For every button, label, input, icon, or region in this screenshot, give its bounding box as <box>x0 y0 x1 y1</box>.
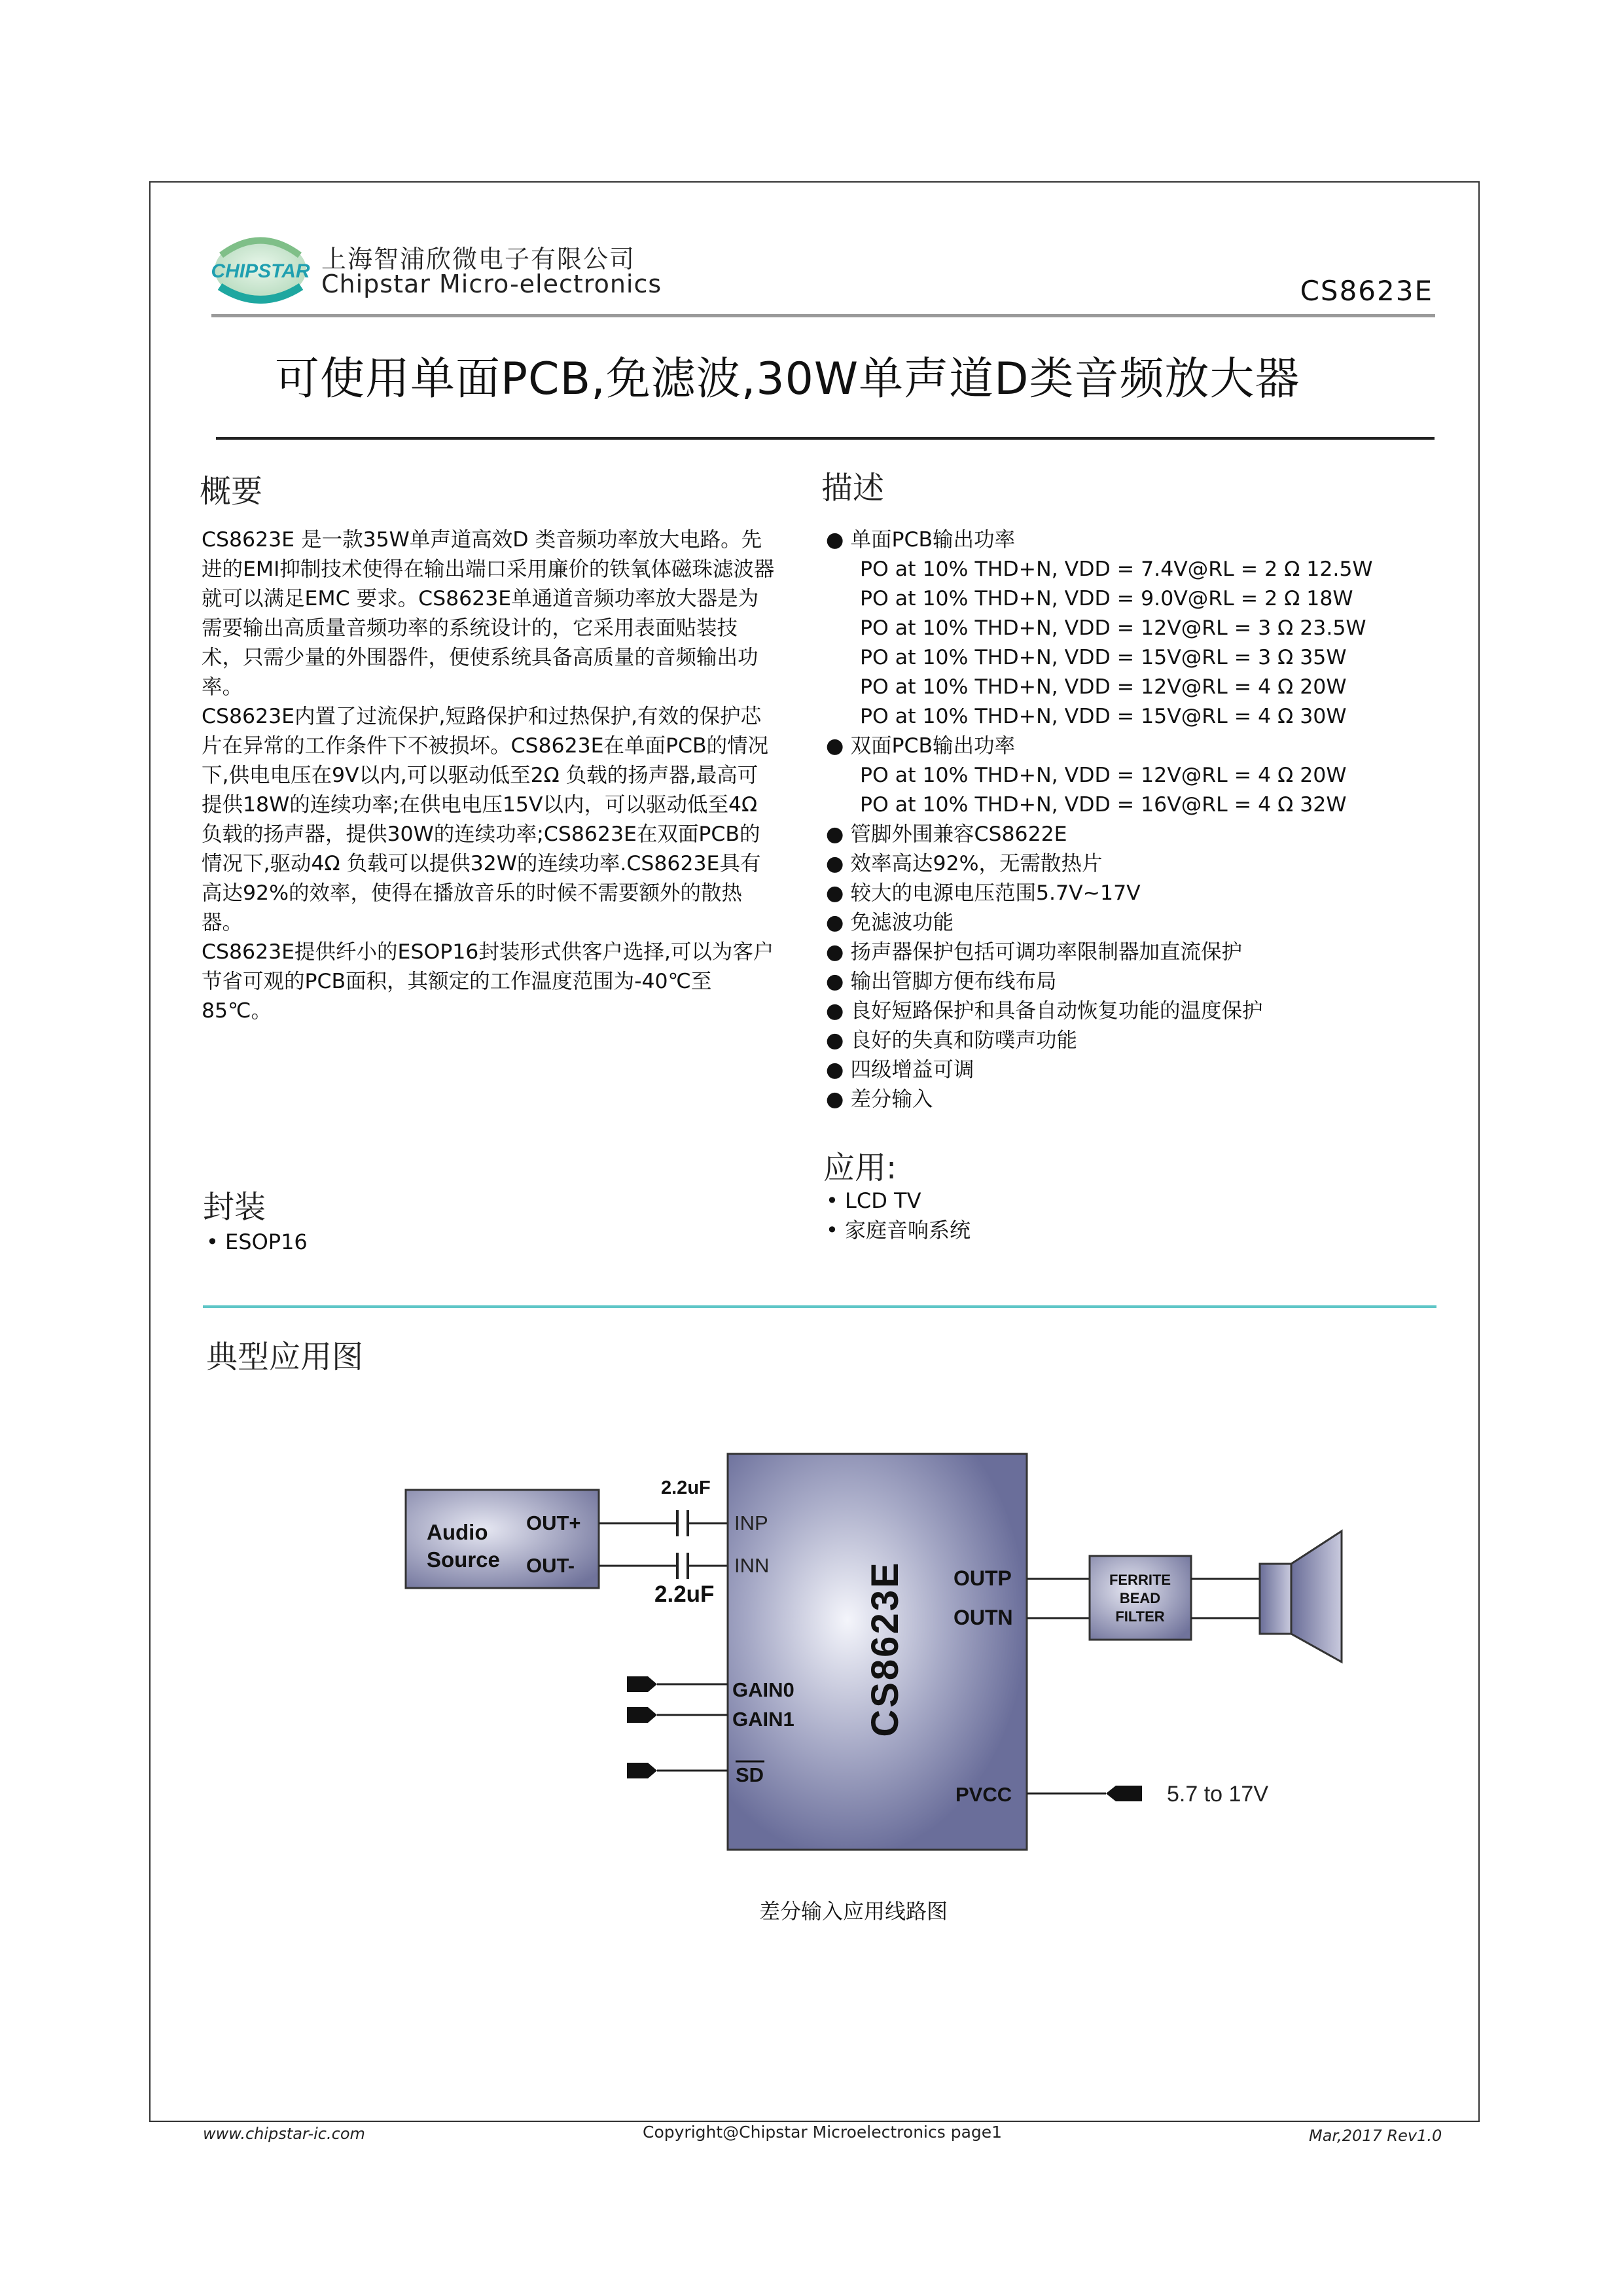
feature-item: ● 差分输入 <box>826 1087 933 1111</box>
title-divider <box>216 437 1435 440</box>
company-name-cn: 上海智浦欣微电子有限公司 <box>321 245 636 274</box>
pin-gain1-label: GAIN1 <box>732 1708 794 1731</box>
typical-application-circuit <box>393 1426 1361 1865</box>
header-part-number: CS8623E <box>1300 275 1433 307</box>
feature-item: ● 单面PCB输出功率 <box>826 528 1016 552</box>
package-list <box>206 1227 308 1257</box>
feature-item: ● 效率高达92%，无需散热片 <box>826 852 1103 875</box>
feature-item: ● 扬声器保护包括可调功率限制器加直流保护 <box>826 940 1243 964</box>
footer-copyright: Copyright@Chipstar Microelectronics page1 <box>643 2123 1003 2142</box>
feature-subitem: PO at 10% THD+N, VDD = 9.0V@RL = 2 Ω 18W <box>860 587 1353 610</box>
overview-paragraph: CS8623E提供纤小的ESOP16封装形式供客户选择,可以为客户节省可观的PCB面积，其额定的工作温度范围为-40℃至85℃。 <box>202 940 774 1023</box>
sd-input-arrow <box>627 1763 728 1778</box>
page-title: 可使用单面PCB,免滤波,30W单声道D类音频放大器 <box>275 353 1300 405</box>
feature-item: ● 管脚外围兼容CS8622E <box>826 822 1067 846</box>
feature-item: ● 双面PCB输出功率 <box>826 734 1016 758</box>
package-heading: 封装 <box>203 1189 266 1226</box>
overview-heading: 概要 <box>200 473 263 510</box>
applications-list <box>826 1186 971 1245</box>
pin-gain0-label: GAIN0 <box>732 1678 794 1701</box>
overview-paragraph: CS8623E内置了过流保护,短路保护和过热保护,有效的保护芯片在异常的工作条件下不被损坏。CS8623E在单面PCB的情况下,供电电压在9V以内,可以驱动低至2Ω 负载的扬声器,最高可提供18W的连续功率;在供电电压15V以内，可以驱动低至4Ω 负载的扬声器，提供30W的连续功率;CS8623E在双面PCB的情况下,驱动4Ω 负载可以提供32W的连续功率.CS8623E具有高达92%的效率，使得在播放音乐的时候不需要额外的散热器。 <box>202 705 769 934</box>
ic-part-label: CS8623E <box>864 1561 906 1737</box>
feature-subitem: PO at 10% THD+N, VDD = 7.4V@RL = 2 Ω 12.5W <box>860 557 1373 581</box>
application-item: • 家庭音响系统 <box>826 1218 971 1243</box>
feature-subitem: PO at 10% THD+N, VDD = 15V@RL = 3 Ω 35W <box>860 646 1347 669</box>
pin-pvcc-label: PVCC <box>955 1783 1012 1806</box>
application-item: • LCD TV <box>826 1188 921 1213</box>
pin-inn-label: INN <box>734 1554 770 1577</box>
speaker-icon <box>1260 1531 1342 1662</box>
audio-source-label: Audio <box>427 1520 488 1544</box>
company-name-en: Chipstar Micro-electronics <box>321 270 662 298</box>
pin-sd-label: SD <box>736 1763 764 1786</box>
feature-subitem: PO at 10% THD+N, VDD = 12V@RL = 4 Ω 20W <box>860 675 1347 699</box>
feature-item: ● 免滤波功能 <box>826 911 954 934</box>
applications-heading: 应用: <box>823 1150 897 1186</box>
logo-mark-text: CHIPSTAR <box>211 260 310 282</box>
audio-source-label: Source <box>427 1547 500 1572</box>
gain1-input-arrow <box>627 1707 728 1723</box>
gain0-input-arrow <box>627 1676 728 1692</box>
pin-inp-label: INP <box>734 1511 768 1534</box>
chipstar-logo <box>208 229 313 317</box>
section-divider <box>203 1305 1436 1308</box>
package-item: • ESOP16 <box>206 1229 308 1254</box>
pin-outp-label: OUTP <box>954 1566 1012 1590</box>
filter-label: FILTER <box>1115 1608 1165 1625</box>
filter-label: BEAD <box>1119 1590 1161 1606</box>
pvcc-supply-arrow <box>1027 1786 1142 1801</box>
feature-subitem: PO at 10% THD+N, VDD = 12V@RL = 4 Ω 20W <box>860 764 1347 787</box>
overview-paragraph: CS8623E 是一款35W单声道高效D 类音频功率放大电路。先进的EMI抑制技术使得在输出端口采用廉价的铁氧体磁珠滤波器就可以满足EMC 要求。CS8623E单通道音频功率放大器是为需要输出高质量音频功率的系统设计的，它采用表面贴装技术，只需少量的外围器件，便使系统具备高质量的音频输出功率。 <box>202 528 775 699</box>
out-minus-label: OUT- <box>526 1554 575 1577</box>
feature-item: ● 四级增益可调 <box>826 1058 974 1082</box>
feature-subitem: PO at 10% THD+N, VDD = 12V@RL = 3 Ω 23.5W <box>860 616 1366 640</box>
feature-list <box>826 525 1373 1114</box>
feature-item: ● 良好的失真和防噗声功能 <box>826 1029 1077 1052</box>
supply-voltage-label: 5.7 to 17V <box>1167 1782 1269 1807</box>
feature-item: ● 良好短路保护和具备自动恢复功能的温度保护 <box>826 999 1263 1023</box>
feature-subitem: PO at 10% THD+N, VDD = 15V@RL = 4 Ω 30W <box>860 705 1347 728</box>
capacitor-value-label: 2.2uF <box>661 1477 711 1498</box>
feature-item: ● 较大的电源电压范围5.7V~17V <box>826 881 1141 905</box>
feature-subitem: PO at 10% THD+N, VDD = 16V@RL = 4 Ω 32W <box>860 793 1347 817</box>
capacitor-value-label: 2.2uF <box>654 1581 715 1607</box>
footer-website: www.chipstar-ic.com <box>203 2125 365 2143</box>
pin-outn-label: OUTN <box>954 1606 1013 1629</box>
description-heading: 描述 <box>821 470 885 506</box>
filter-label: FERRITE <box>1109 1572 1171 1588</box>
out-plus-label: OUT+ <box>526 1511 581 1534</box>
diagram-caption: 差分输入应用线路图 <box>759 1899 948 1924</box>
feature-item: ● 输出管脚方便布线布局 <box>826 970 1057 993</box>
overview-body <box>202 525 777 1026</box>
header-divider <box>211 314 1435 317</box>
typical-app-heading: 典型应用图 <box>206 1339 364 1375</box>
footer-revision: Mar,2017 Rev1.0 <box>1309 2127 1442 2145</box>
